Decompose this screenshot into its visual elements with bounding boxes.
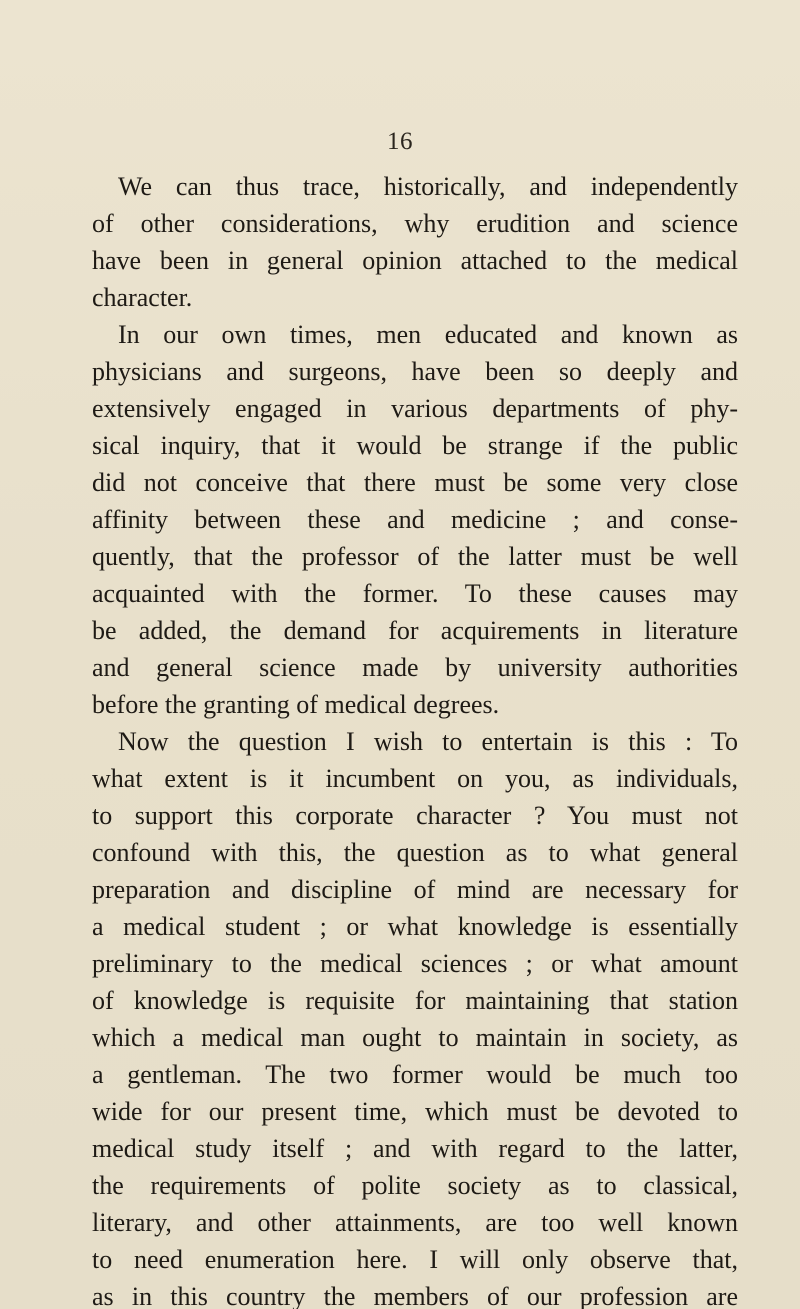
text-line: and general science made by university authorities xyxy=(92,653,738,682)
text-line: quently, that the professor of the latter must be well xyxy=(92,542,738,571)
text-line: of knowledge is requisite for maintaining that station xyxy=(92,986,738,1015)
text-line: the requirements of polite society as to classical, xyxy=(92,1171,738,1200)
text-line: physicians and surgeons, have been so deeply and xyxy=(92,357,738,386)
text-line: character. xyxy=(92,283,193,312)
text-line: extensively engaged in various departments of phy- xyxy=(92,394,738,423)
text-line: affinity between these and medicine ; and conse- xyxy=(92,505,738,534)
text-line: to support this corporate character ? You must not xyxy=(92,801,738,830)
text-line: wide for our present time, which must be devoted to xyxy=(92,1097,738,1126)
text-line: We can thus trace, historically, and independently xyxy=(118,172,738,201)
text-line: did not conceive that there must be some very close xyxy=(92,468,738,497)
text-line: sical inquiry, that it would be strange if the public xyxy=(92,431,738,460)
text-line: have been in general opinion attached to the medical xyxy=(92,246,738,275)
text-line: preparation and discipline of mind are necessary for xyxy=(92,875,738,904)
text-line: as in this country the members of our profession are xyxy=(92,1282,738,1309)
text-line: acquainted with the former. To these causes may xyxy=(92,579,738,608)
body-text xyxy=(92,168,738,1309)
text-line: preliminary to the medical sciences ; or what amount xyxy=(92,949,738,978)
text-line: to need enumeration here. I will only observe that, xyxy=(92,1245,738,1274)
text-line: Now the question I wish to entertain is this : To xyxy=(118,727,738,756)
text-line: confound with this, the question as to what general xyxy=(92,838,738,867)
text-line: be added, the demand for acquirements in literature xyxy=(92,616,738,645)
text-line: of other considerations, why erudition and science xyxy=(92,209,738,238)
text-line: In our own times, men educated and known as xyxy=(118,320,738,349)
text-line: which a medical man ought to maintain in society, as xyxy=(92,1023,738,1052)
text-line: medical study itself ; and with regard to the latter, xyxy=(92,1134,738,1163)
text-line: a gentleman. The two former would be much too xyxy=(92,1060,738,1089)
text-line: a medical student ; or what knowledge is essentially xyxy=(92,912,738,941)
text-line: what extent is it incumbent on you, as individuals, xyxy=(92,764,738,793)
text-line: before the granting of medical degrees. xyxy=(92,690,500,719)
text-line: literary, and other attainments, are too well known xyxy=(92,1208,738,1237)
page-number: 16 xyxy=(387,128,413,155)
